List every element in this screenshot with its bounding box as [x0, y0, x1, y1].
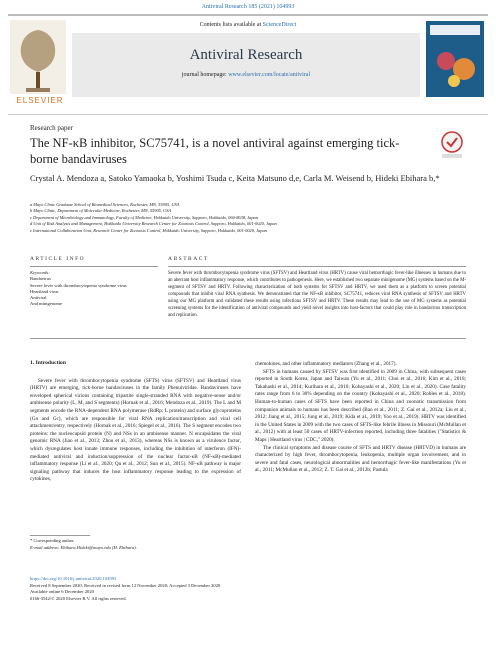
footnote [30, 538, 466, 551]
keywords-label: Keywords: [30, 270, 50, 275]
divider [30, 266, 158, 267]
affiliation-item: d Unit of Risk Analysis and Management, Hokkaido University Research Center for Zoonosis Control, Sapporo, Hokkaido, 001-0020, Japan [30, 221, 277, 227]
paragraph: SFTS in humans caused by SFTSV was first identified in 2009 in China, with subsequent cases reported in South Korea, Japan and Taiwan (Yu et al., 2011; Choi et al., 2016; Kim et al., 2018; Takahashi et al., 2014; Kurihara et al., 2016; Kobayashi et al., 2020; Lin et al., 2020). Case fatality rates range from 6 to 30% depending on the country (Kobayashi et al., 2020; Robles et al., 2018). Human-to-human cases of SFTS have been reported in China and zoonotic transmission from companion animals to humans has been described (Bao et al., 2011; Z. Gai et al., 2012a; Liu et al., 2012; Jiang et al., 2015; Jung et al., 2019; Kida et al., 2019; Yoo et al., 2019). HRTV was identified in the United States in 2009 with the two cases of SFTS-like febrile illness in Missouri (McMullan et al., 2012) with at least 50 cases of HRTV-infection reported, including three fatalities ("Statistics & Maps | Heartland virus | CDC," 2020). [255, 368, 466, 443]
journal-title[interactable]: Antiviral Research [189, 47, 303, 63]
abstract-text: Severe fever with thrombocytopenia syndrome virus (SFTSV) and Heartland virus (HRTV) cause viral hemorrhagic fever-like illnesses in humans due to an aberrant host inflammatory response, which contributes to pathogenesis. Here, we established two separate minigenome (MG) systems based on the M-segment of SFTSV and HRTV. Following characterization of both systems for SFTSV and HRTV, we used them as a platform to screen potential compounds that inhibit viral RNA synthesis. We demonstrated that the NF-κB inhibitor, SC75741, reduces viral RNA synthesis of SFTSV and HRTV using our MG platform and validated these results using infectious SFTSV and HRTV. These results may lead to the use of MG systems as potential screening systems for the identification of antiviral compounds and yield novel insights into host-factors that could play role in bandavirus transcription and replication. [168, 271, 466, 319]
keyword-item: Heartland virus [30, 288, 59, 294]
contents-line [0, 22, 496, 28]
paragraph: Severe fever with thrombocytopenia syndrome (SFTS) virus (SFTSV) and Heartland virus (HRTV) are emerging, tick-borne bandaviruses in the family Phenuiviridae. Bandaviruses have enveloped spherical virions containing tripartite single-stranded RNA with negative-sense and/or ambisense polarity (L, M, and S segments) (Hornak et al., 2016; Mendoza et al., 2019). The L and M segments encode the RNA-dependent RNA polymerase (RdRp; L protein) and surface glycoproteins (Gn and Gc), which are responsible for viral RNA replication/transcription and viral cell attachment/entry, respectively (Hornak et al., 2016; Spiegel et al., 2016). The S segment encodes two proteins: the nucleocapsid protein (N) and NSs in an ambisense manner. N encapsidates the viral genomic RNA (Jiao et al., 2013; Zhou et al., 2013), whereas NSs is known as a virulence factor, which dysregulates host innate immune responses, including the inhibition of interferon (IFN)-mediated antiviral and induction/suppression of the nuclear factor-κB (NF-κB)-mediated inflammatory response (Li et al., 2020; Qu et al., 2012; Sun et al., 2015). NF-κB pathway is major signaling pathway that induces the host inflammatory response leading to the expression of cytokines, [30, 377, 241, 483]
body-column-right [255, 361, 466, 475]
affiliations [30, 202, 470, 234]
copyright-notice: 0166-3542/© 2020 Elsevier B.V. All rights reserved. [30, 595, 127, 601]
article-info-heading: ARTICLE INFO [30, 256, 86, 262]
email-address[interactable]: E-mail address: Ebihara.Hideki@mayo.edu (H. Ebihara). [30, 544, 137, 550]
keywords-list [30, 270, 160, 308]
abstract-heading: ABSTRACT [168, 256, 209, 262]
contents-prefix: Contents lists available at [199, 22, 263, 28]
journal-homepage [72, 72, 420, 78]
sciencedirect-link[interactable]: ScienceDirect [262, 22, 297, 28]
publication-info [30, 576, 466, 602]
affiliation-item: a Mayo Clinic Graduate School of Biomedical Sciences, Rochester, MN, 55905, USA [30, 202, 180, 207]
elsevier-tree-logo [10, 20, 66, 98]
author-list[interactable]: Crystal A. Mendoza a, Satoko Yamaoka b, Yoshimi Tsuda c, Keita Matsuno d,e, Carla M. Weisend b, Hideki Ebihara b,* [30, 173, 440, 183]
check-for-updates-icon[interactable] [438, 130, 466, 160]
keyword-item: And minigenome [30, 301, 63, 307]
publisher-name[interactable]: ELSEVIER [16, 96, 64, 105]
body-column-left [30, 360, 241, 484]
section-heading: 1. Introduction [30, 360, 66, 366]
affiliation-item: c Department of Microbiology and Immunology, Faculty of Medicine, Hokkaido University, Sapporo, Hokkaido, 060-8638, Japan [30, 214, 258, 220]
keyword-item: Severe fever with thrombocytopenia syndrome virus [30, 282, 127, 288]
paragraph: chemokines, and other inflammatory mediators (Zhang et al., 2017). [255, 361, 397, 367]
divider [30, 338, 466, 339]
keyword-item: Bandavirus [30, 276, 51, 282]
homepage-link[interactable]: www.elsevier.com/locate/antiviral [228, 72, 311, 78]
article-title: The NF-κB inhibitor, SC75741, is a novel antiviral against emerging tick-borne bandaviruses [30, 136, 400, 166]
affiliation-item: b Mayo Clinic, Department of Molecular Medicine, Rochester, MN, 55905, USA [30, 208, 172, 214]
date-available: Available online 6 December 2020 [30, 589, 94, 595]
doi-link[interactable]: https://doi.org/10.1016/j.antiviral.2020.104993 [30, 576, 117, 581]
affiliation-item: e International Collaboration Unit, Research Center for Zoonosis Control, Hokkaido University, Sapporo, Hokkaido, 001-0020, Japan [30, 227, 267, 233]
divider [168, 266, 466, 267]
homepage-prefix: journal homepage: [181, 72, 229, 78]
corresponding-author-note: * Corresponding author. [30, 538, 75, 543]
keyword-item: Antiviral [30, 295, 47, 301]
journal-reference[interactable]: Antiviral Research 185 (2021) 104993 [201, 4, 295, 10]
journal-title-band [72, 33, 420, 97]
journal-cover-image[interactable] [426, 21, 484, 97]
dates-received: Received 8 September 2020; Received in revised form 12 November 2020; Accepted 3 December 2020 [30, 582, 221, 588]
footnote-divider [30, 535, 90, 536]
paragraph: The clinical symptoms and disease course of SFTS and HRTV disease (HRTVD) in humans are characterized by high fever, thrombocytopenia, leukopenia, multiple organ involvement, and in severe and fatal cases, neurological abnormalities and hemorrhagic fever-like manifestations (Yu et al., 2011; McMullan et al., 2012; Z. T. Gai et al., 2012b; Pastula [255, 444, 466, 474]
article-type: Research paper [30, 124, 73, 132]
